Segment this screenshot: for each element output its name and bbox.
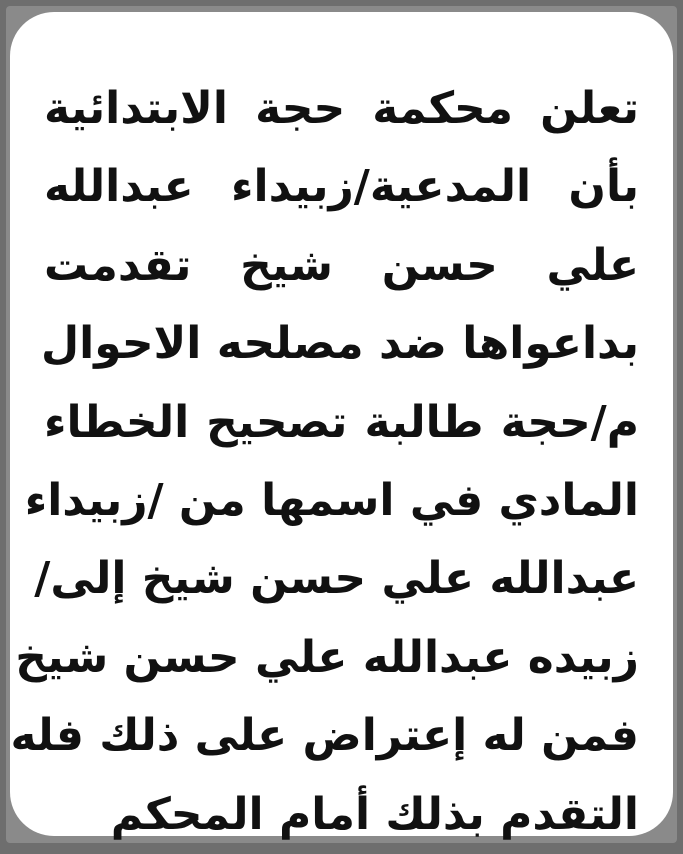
notice-line-5: م/حجة طالبة تصحيح الخطاء bbox=[44, 396, 639, 448]
notice-line-4: بداعواها ضد مصلحه الاحوال bbox=[40, 318, 639, 370]
notice-line-3: علي حسن شيخ تقدمت bbox=[44, 239, 639, 291]
notice-line-8: زبيده عبدالله علي حسن شيخ bbox=[15, 631, 639, 683]
notice-line-6: المادي في اسمها من /زبيداء bbox=[24, 474, 639, 526]
notice-line-9: فمن له إعتراض على ذلك فله bbox=[10, 710, 639, 762]
notice-line-7: عبدالله علي حسن شيخ إلى/ bbox=[34, 553, 639, 605]
notice-card bbox=[10, 12, 673, 840]
notice-line-1: تعلن محكمة حجة الابتدائية bbox=[44, 83, 639, 134]
notice-line-2: بأن المدعية/زبيداء عبدالله bbox=[44, 161, 639, 213]
notice-body bbox=[10, 70, 639, 854]
notice-line-10: التقدم بذلك أمام المحكم bbox=[110, 788, 639, 840]
